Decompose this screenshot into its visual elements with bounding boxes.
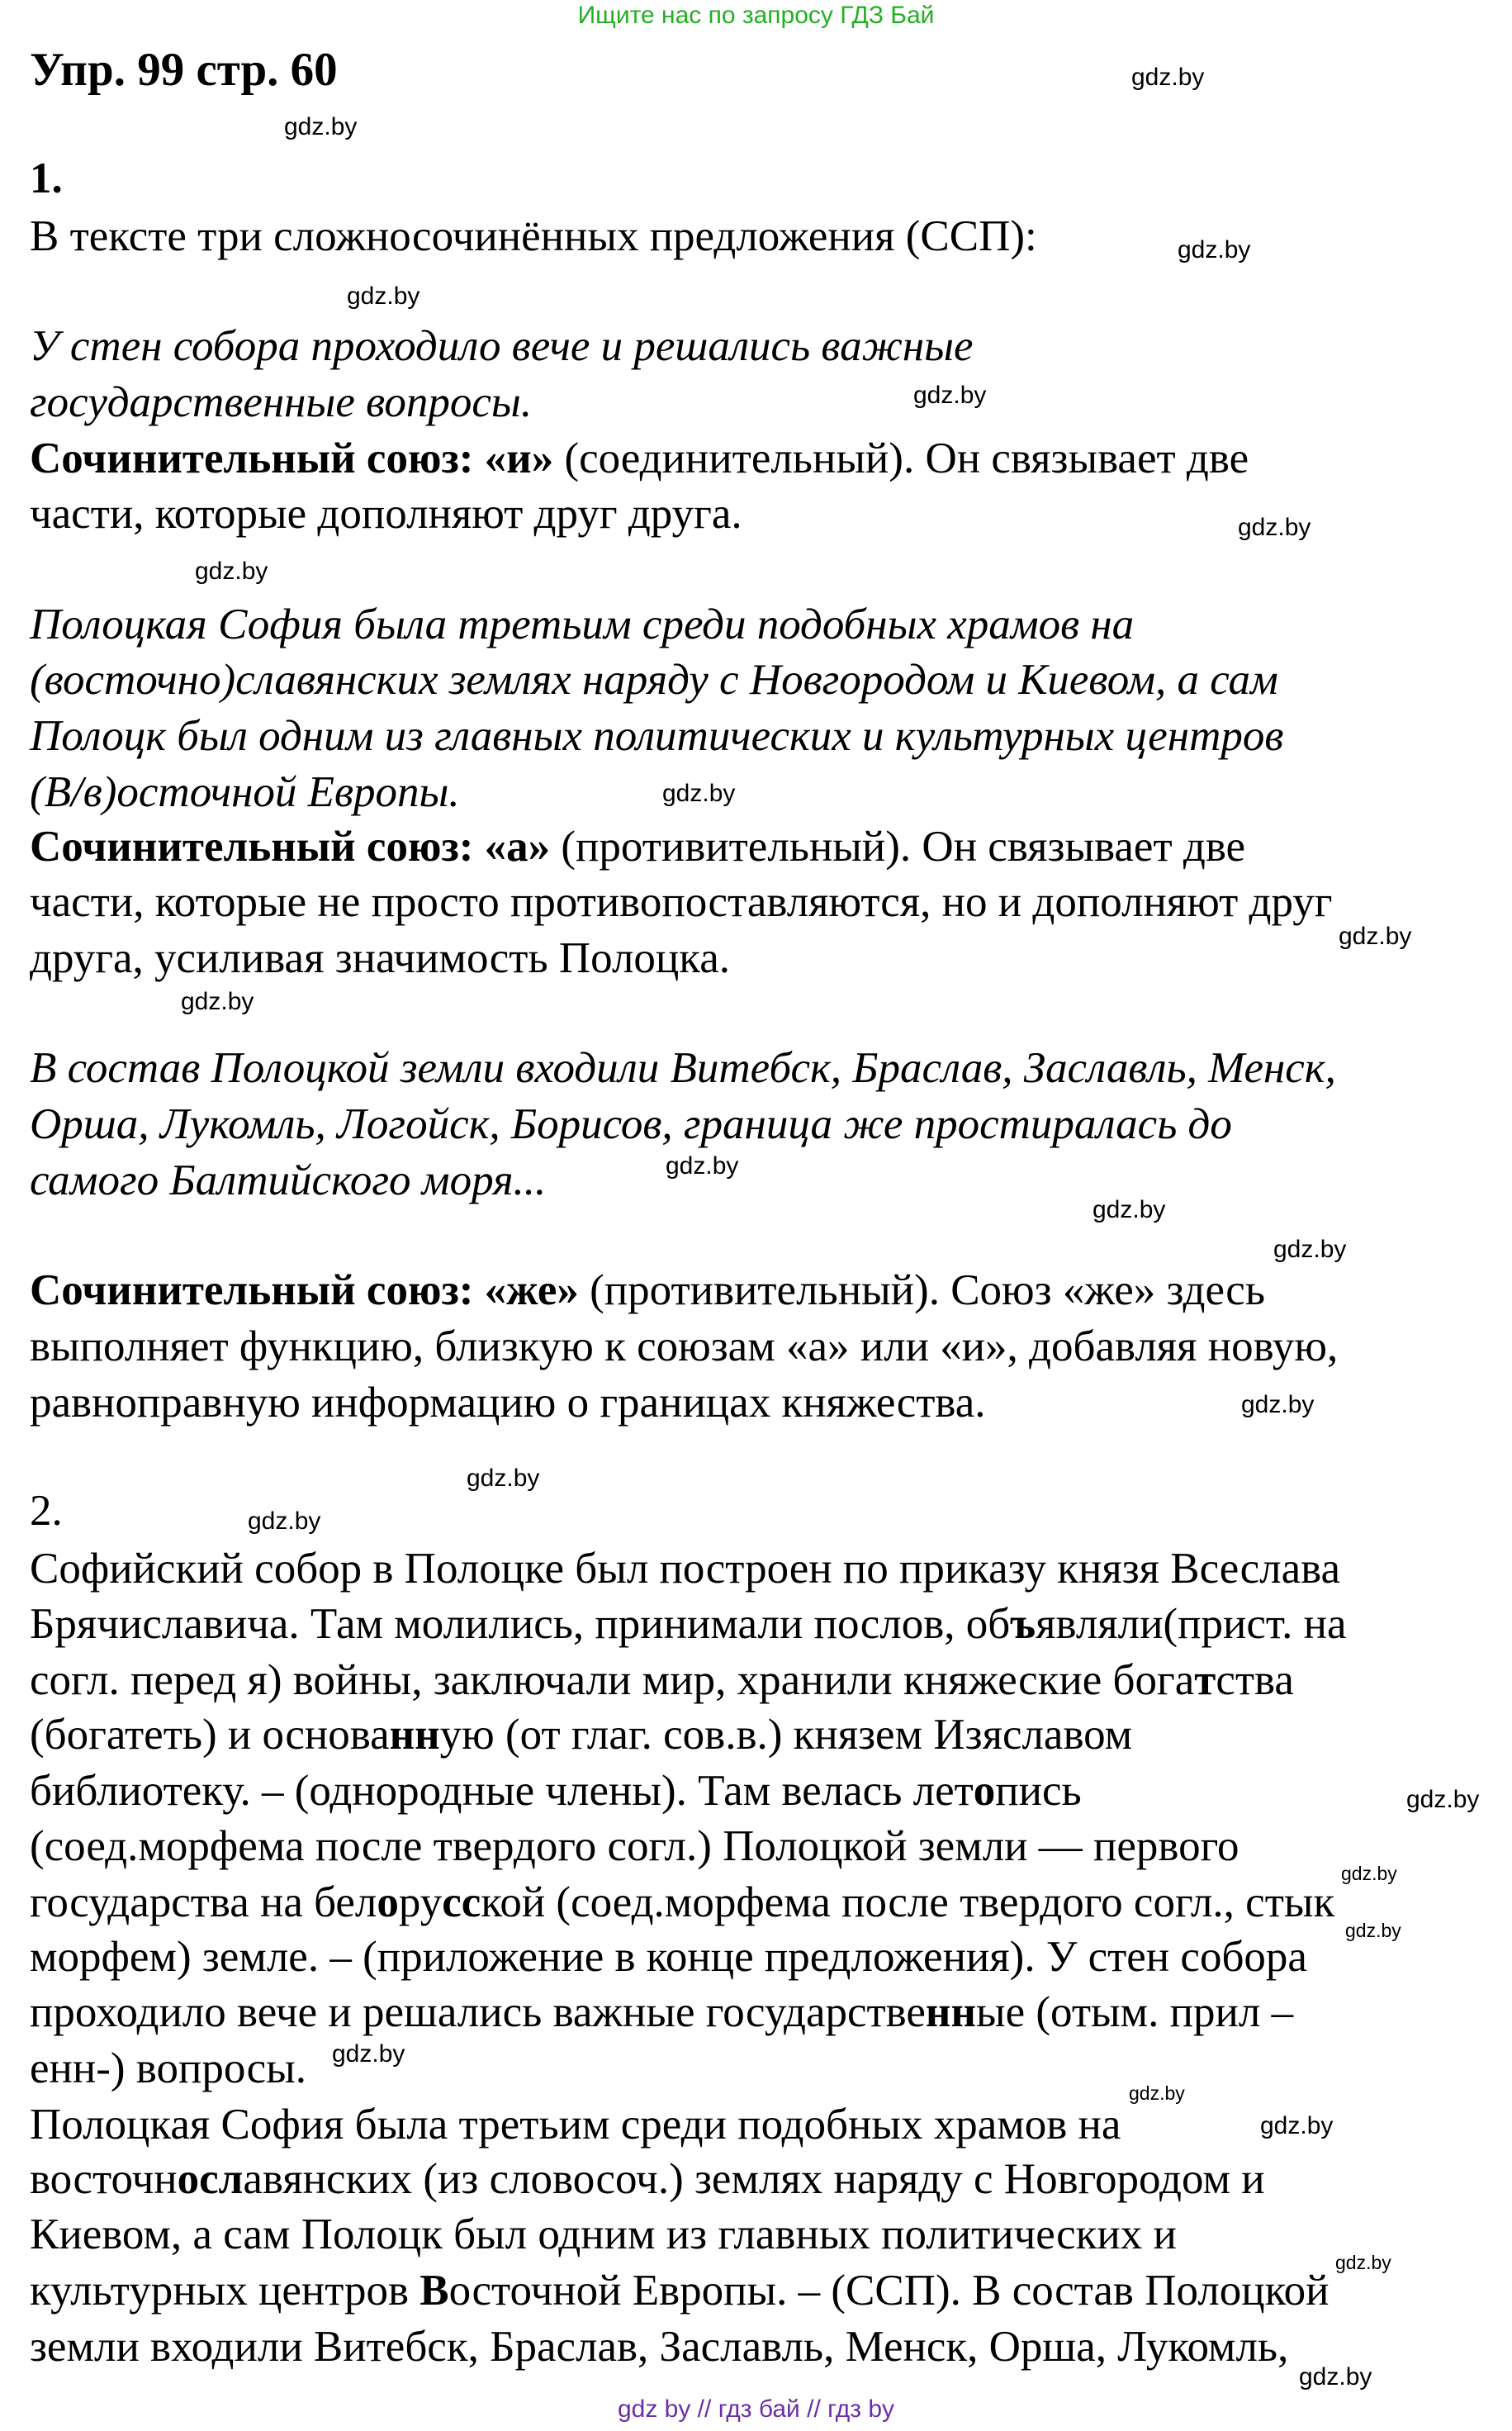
text-segment: (богатеть) и основа bbox=[30, 1711, 390, 1759]
text-segment: Софийский собор в Полоцке был построен по приказу князя Всеслава bbox=[30, 1545, 1340, 1593]
text-segment: части, которые дополняют друг друга. bbox=[30, 490, 742, 538]
gdz-watermark: gdz.by bbox=[1129, 2082, 1185, 2104]
text-segment: культурных центров bbox=[30, 2267, 420, 2315]
text-line bbox=[30, 710, 1283, 762]
footer-links[interactable]: gdz by // гдз бай // гдз by bbox=[617, 2395, 895, 2423]
bold-segment: сс bbox=[442, 1878, 481, 1926]
text-segment: В состав Полоцкой земли входили Витебск, Браслав, Заславль, Менск, bbox=[30, 1044, 1336, 1092]
bold-segment: нн bbox=[925, 1988, 976, 2036]
text-segment: ства bbox=[1216, 1656, 1294, 1704]
gdz-watermark: gdz.by bbox=[1345, 1920, 1401, 1941]
text-line bbox=[30, 211, 1037, 262]
gdz-watermark: gdz.by bbox=[1260, 2112, 1334, 2139]
text-line bbox=[30, 1485, 63, 1536]
text-segment: енн-) вопросы. bbox=[30, 2044, 307, 2092]
text-segment: В тексте три сложносочинённых предложения (ССП): bbox=[30, 212, 1037, 260]
gdz-watermark: gdz.by bbox=[1238, 514, 1311, 541]
text-line bbox=[30, 1765, 1082, 1816]
gdz-watermark: gdz.by bbox=[662, 780, 736, 807]
text-segment: ую (от глаг. сов.в.) князем Изяславом bbox=[439, 1711, 1133, 1759]
text-line bbox=[30, 2321, 1288, 2372]
text-line bbox=[30, 1543, 1340, 1594]
bold-segment: В bbox=[419, 2267, 449, 2315]
gdz-watermark: gdz.by bbox=[1341, 1863, 1397, 1884]
gdz-watermark: gdz.by bbox=[347, 283, 420, 310]
gdz-watermark: gdz.by bbox=[1299, 2363, 1372, 2391]
text-line bbox=[30, 1265, 1265, 1316]
bold-segment: ъ bbox=[1010, 1600, 1036, 1648]
bold-segment: о bbox=[973, 1767, 996, 1815]
text-segment: проходило вече и решались важные государстве bbox=[30, 1988, 926, 2036]
text-segment: кой (соед.морфема после твердого согл., стык bbox=[481, 1878, 1335, 1926]
text-line bbox=[30, 2209, 1177, 2260]
text-segment: ые (отым. прил – bbox=[976, 1988, 1294, 2036]
text-segment: пись bbox=[995, 1767, 1082, 1815]
gdz-watermark: gdz.by bbox=[181, 988, 254, 1015]
text-line bbox=[30, 377, 532, 428]
bold-segment: Сочинительный союз: «же» bbox=[30, 1266, 579, 1314]
text-segment: Брячиславича. Там молились, принимали послов, об bbox=[30, 1600, 1011, 1648]
bold-segment: нн bbox=[389, 1711, 440, 1759]
text-line bbox=[30, 488, 742, 539]
text-segment: 2. bbox=[30, 1487, 63, 1535]
gdz-watermark: gdz.by bbox=[666, 1152, 739, 1180]
text-segment: Орша, Лукомль, Логойск, Борисов, граница же простиралась до bbox=[30, 1100, 1232, 1148]
gdz-watermark: gdz.by bbox=[467, 1465, 540, 1492]
bold-segment: Сочинительный союз: «и» bbox=[30, 434, 554, 482]
text-line bbox=[30, 1321, 1338, 1372]
text-line bbox=[30, 1655, 1294, 1706]
gdz-watermark: gdz.by bbox=[1093, 1196, 1166, 1223]
text-segment: (соед.морфема после твердого согл.) Полоцкой земли — первого bbox=[30, 1822, 1239, 1870]
text-segment: Полоцкая София была третьим среди подобных храмов на bbox=[30, 601, 1135, 648]
gdz-watermark: gdz.by bbox=[332, 2040, 405, 2068]
text-line bbox=[30, 933, 730, 984]
gdz-watermark: gdz.by bbox=[1406, 1786, 1480, 1813]
bold-segment: 1. bbox=[30, 154, 63, 202]
text-segment: (соединительный). Он связывает две bbox=[553, 434, 1249, 482]
gdz-watermark: gdz.by bbox=[1178, 236, 1251, 264]
text-segment: Киевом, а сам Полоцк был одним из главных политических и bbox=[30, 2210, 1177, 2258]
text-line bbox=[30, 433, 1249, 484]
text-segment: равноправную информацию о границах княжества. bbox=[30, 1379, 986, 1427]
text-segment: (восточно)славянских землях наряду с Новгородом и Киевом, а сам bbox=[30, 656, 1278, 704]
text-line bbox=[30, 1042, 1336, 1094]
text-segment: являли(прист. на bbox=[1036, 1600, 1347, 1648]
text-segment: друга, усиливая значимость Полоцка. bbox=[30, 934, 730, 982]
text-segment: восточн bbox=[30, 2155, 178, 2203]
text-line bbox=[30, 1377, 986, 1428]
bold-segment: осл bbox=[177, 2155, 244, 2203]
text-line bbox=[30, 1709, 1132, 1760]
text-segment: Полоцк был одним из главных политических и культурных центров bbox=[30, 712, 1284, 760]
gdz-watermark: gdz.by bbox=[248, 1508, 321, 1535]
gdz-watermark: gdz.by bbox=[284, 113, 358, 140]
text-line bbox=[30, 767, 460, 818]
text-segment: части, которые не просто противопоставляются, но и дополняют друг bbox=[30, 878, 1333, 926]
text-segment: осточной Европы. – (ССП). В состав Полоцкой bbox=[448, 2267, 1330, 2315]
text-segment: самого Балтийского моря... bbox=[30, 1156, 547, 1204]
text-line bbox=[30, 1099, 1232, 1150]
text-line bbox=[30, 599, 1134, 650]
text-segment: земли входили Витебск, Браслав, Заславль, Менск, Орша, Лукомль, bbox=[30, 2323, 1289, 2371]
gdz-watermark: gdz.by bbox=[195, 558, 268, 585]
text-segment: морфем) земле. – (приложение в конце предложения). У стен собора bbox=[30, 1933, 1307, 1981]
text-segment: (противительный). Он связывает две bbox=[550, 823, 1246, 871]
text-line bbox=[30, 821, 1245, 872]
text-segment: библиотеку. – (однородные члены). Там велась лет bbox=[30, 1767, 974, 1815]
text-segment: государственные вопросы. bbox=[30, 378, 533, 426]
text-segment: ру bbox=[398, 1878, 443, 1926]
bold-segment: о bbox=[377, 1878, 399, 1926]
text-segment: Полоцкая София была третьим среди подобных храмов на bbox=[30, 2101, 1121, 2148]
text-line bbox=[30, 2153, 1265, 2205]
text-segment: У стен собора проходило вече и решались важные bbox=[30, 322, 974, 370]
gdz-watermark: gdz.by bbox=[1335, 2252, 1391, 2273]
text-segment: (противительный). Союз «же» здесь bbox=[578, 1266, 1265, 1314]
search-hint-banner: Ищите нас по запросу ГДЗ Бай bbox=[577, 2, 935, 29]
text-segment: государства на бел bbox=[30, 1878, 377, 1926]
text-line bbox=[30, 2043, 306, 2094]
text-line bbox=[30, 153, 63, 204]
text-segment: (В/в)осточной Европы. bbox=[30, 768, 460, 816]
text-line bbox=[30, 1987, 1293, 2038]
gdz-watermark: gdz.by bbox=[1339, 923, 1412, 950]
text-line bbox=[30, 1821, 1239, 1872]
text-line bbox=[30, 654, 1278, 705]
text-segment: авянских (из словосоч.) землях наряду с Новгородом и bbox=[243, 2155, 1265, 2203]
bold-segment: Сочинительный союз: «а» bbox=[30, 823, 551, 871]
text-line bbox=[30, 320, 974, 372]
text-segment: согл. перед я) войны, заключали мир, хранили княжеские бога bbox=[30, 1656, 1195, 1704]
text-line bbox=[30, 1155, 546, 1206]
text-segment: выполняет функцию, близкую к союзам «а» или «и», добавляя новую, bbox=[30, 1322, 1339, 1370]
bold-segment: т bbox=[1194, 1656, 1216, 1704]
gdz-watermark: gdz.by bbox=[1131, 64, 1205, 91]
page-title: Упр. 99 стр. 60 bbox=[30, 44, 338, 96]
text-line bbox=[30, 1877, 1334, 1928]
gdz-watermark: gdz.by bbox=[1273, 1236, 1347, 1263]
text-line bbox=[30, 2099, 1121, 2150]
gdz-watermark: gdz.by bbox=[913, 382, 987, 409]
text-line bbox=[30, 1931, 1307, 1982]
gdz-watermark: gdz.by bbox=[1241, 1391, 1315, 1418]
text-line bbox=[30, 1598, 1346, 1650]
text-line bbox=[30, 876, 1333, 928]
text-line bbox=[30, 2265, 1330, 2316]
